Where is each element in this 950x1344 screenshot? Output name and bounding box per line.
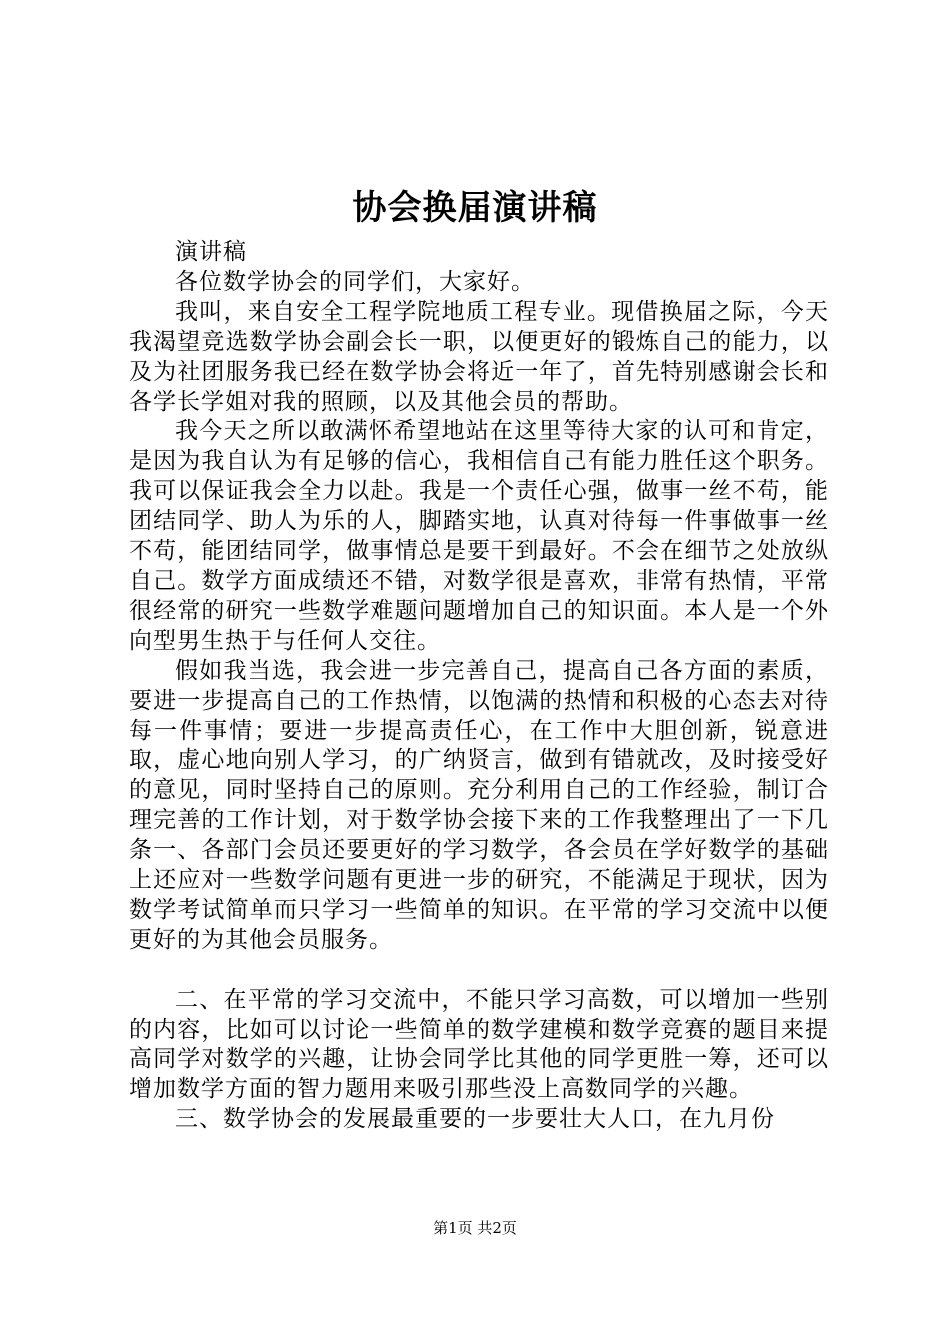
- paragraph-heading: 演讲稿: [175, 239, 247, 265]
- paragraph-plan: 假如我当选，我会进一步完善自己，提高自己各方面的素质，要进一步提高自己的工作热情，以饱满的热情和积极的心态去对待每一件事情；要进一步提高责任心，在工作中大胆创新，锐意进取，虚心地向别人学习，的广纳贤言，做到有错就改，及时接受好的意见，同时坚持自己的原则。充分利用自己的工作经验，制订合理完善的工作计划，对于数学协会接下来的工作我整理出了一下几条一、各部门会员还要更好的学习数学，各会员在学好数学的基础上还应对一些数学问题有更进一步的研究，不能满足于现状，因为数学考试简单而只学习一些简单的知识。在平常的学习交流中以便更好的为其他会员服务。: [129, 657, 829, 953]
- document-title: 协会换届演讲稿: [352, 188, 598, 228]
- page-footer: 第1页 共2页: [433, 1219, 517, 1237]
- document-body: [129, 238, 829, 1135]
- paragraph-qualifications: 我今天之所以敢满怀希望地站在这里等待大家的认可和肯定，是因为我自认为有足够的信心，我相信自己有能力胜任这个职务。我可以保证我会全力以赴。我是一个责任心强，做事一丝不苟，能团结同学、助人为乐的人，脚踏实地，认真对待每一件事做事一丝不苟，能团结同学，做事情总是要干到最好。不会在细节之处放纵自己。数学方面成绩还不错，对数学很是喜欢，非常有热情，平常很经常的研究一些数学难题问题增加自己的知识面。本人是一个外向型男生热于与任何人交往。: [129, 418, 829, 654]
- paragraph-point-two: 二、在平常的学习交流中，不能只学习高数，可以增加一些别的内容，比如可以讨论一些简单的数学建模和数学竞赛的题目来提高同学对数学的兴趣，让协会同学比其他的同学更胜一筹，还可以增加数学方面的智力题用来吸引那些没上高数同学的兴趣。: [129, 986, 829, 1103]
- paragraph-point-three: 三、数学协会的发展最重要的一步要壮大人口，在九月份: [175, 1106, 775, 1133]
- paragraph-introduction: 我叫，来自安全工程学院地质工程专业。现借换届之际，今天我渴望竞选数学协会副会长一职，以便更好的锻炼自己的能力，以及为社团服务我已经在数学协会将近一年了，首先特别感谢会长和各学长学姐对我的照顾，以及其他会员的帮助。: [129, 298, 829, 415]
- paragraph-greeting: 各位数学协会的同学们，大家好。: [175, 268, 535, 295]
